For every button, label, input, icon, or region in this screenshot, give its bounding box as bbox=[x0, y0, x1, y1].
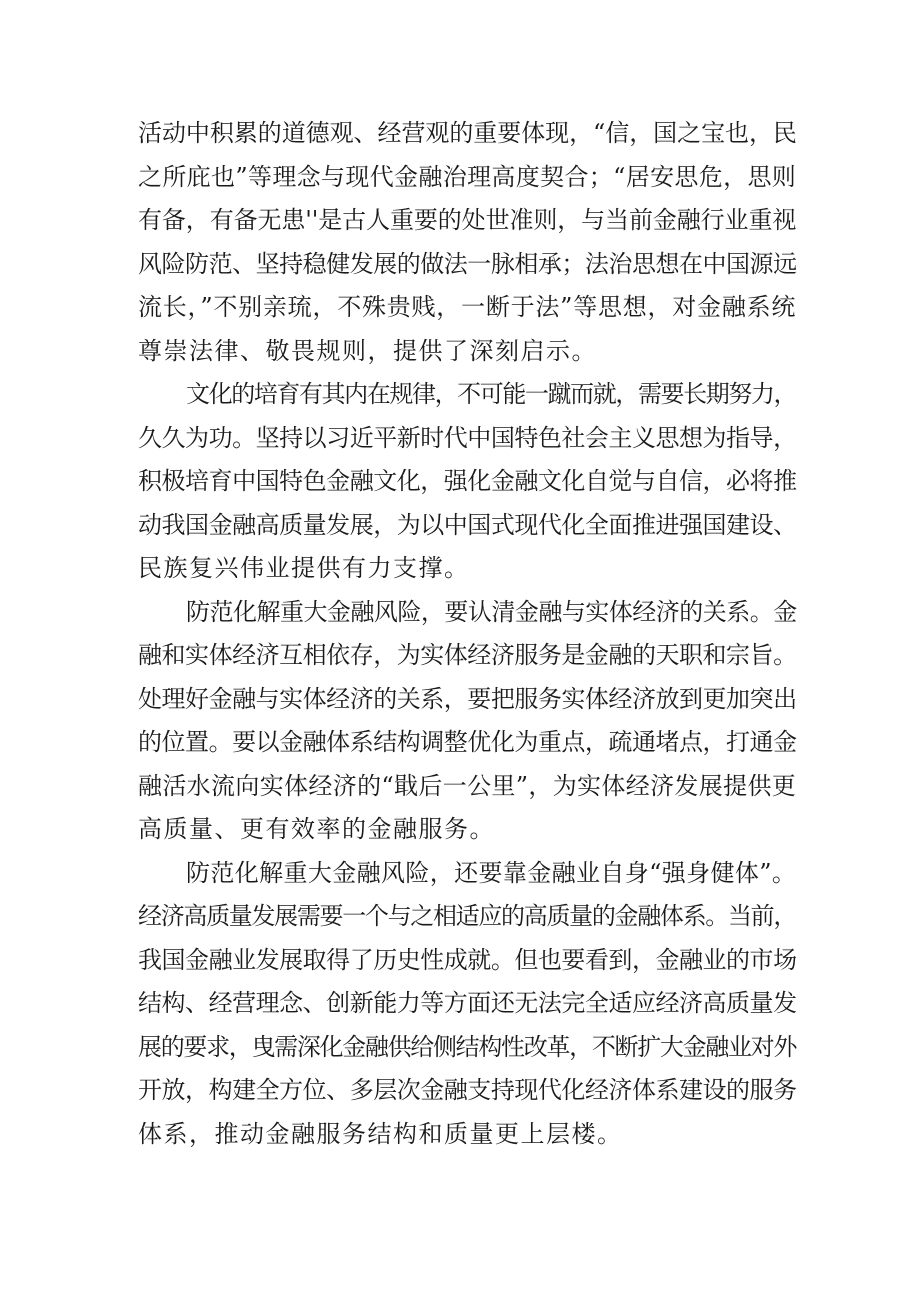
text-line: 高质量、更有效率的金融服务。 bbox=[138, 815, 495, 843]
text-line: 处理好金融与实体经济的关系，要把服务实体经济放到更加突出 bbox=[138, 684, 797, 713]
text-line: 积极培育中国特色金融文化，强化金融文化自觉与自信，必将推 bbox=[138, 467, 797, 495]
text-line: 融和实体经济互相依存，为实体经济服务是金融的天职和宗旨。 bbox=[138, 641, 797, 669]
text-line: 有备，有备无患''是古人重要的处世准则，与当前金融行业重视 bbox=[138, 206, 797, 234]
text-line: 我国金融业发展取得了历史性成就。但也要看到，金融业的市场 bbox=[138, 945, 797, 974]
document-body-text bbox=[138, 112, 798, 1156]
paragraph-first-line: 防范化解重大金融风险，还要靠金融业自身“强身健体”。 bbox=[186, 858, 797, 887]
text-line: 的位置。要以金融体系结构调整优化为重点，疏通堵点，打通金 bbox=[138, 728, 797, 756]
text-line: 流长，”不别亲琉，不殊贵贱，一断于法”等思想，对金融系统 bbox=[138, 293, 797, 321]
paragraph-first-line: 文化的培育有其内在规律，不可能一蹴而就，需要长期努力， bbox=[186, 380, 797, 408]
text-line: 民族复兴伟业提供有力支撑。 bbox=[138, 554, 470, 582]
text-line: 融活水流向实体经济的“戢后一公里”，为实体经济发展提供更 bbox=[138, 771, 797, 800]
text-line: 动我国金融高质量发展，为以中国式现代化全面推进强国建设、 bbox=[138, 510, 797, 539]
text-line: 风险防范、坚持稳健发展的做法一脉相承；法治思想在中国源远 bbox=[138, 249, 797, 278]
text-line: 体系，推动金融服务结构和质量更上层楼。 bbox=[138, 1119, 623, 1148]
text-line: 结构、经营理念、创新能力等方面还无法完全适应经济高质量发 bbox=[138, 989, 797, 1017]
text-line: 久久为功。坚持以习近平新时代中国特色社会主义思想为指导， bbox=[138, 423, 797, 452]
text-line: 尊崇法律、敬畏规则，提供了深刻启示。 bbox=[138, 336, 597, 365]
text-line: 经济高质量发展需要一个与之相适应的高质量的金融体系。当前， bbox=[138, 902, 797, 930]
text-line: 之所庇也”等理念与现代金融治理高度契合；“居安思危，思则 bbox=[138, 162, 797, 191]
text-line: 展的要求，曳需深化金融供给侧结构性改革，不断扩大金融业对外 bbox=[138, 1032, 797, 1061]
paragraph-first-line: 防范化解重大金融风险，要认清金融与实体经济的关系。金 bbox=[186, 597, 797, 626]
text-line: 活动中积累的道德观、经营观的重要体现，“信，国之宝也，民 bbox=[138, 119, 797, 147]
text-line: 开放，构建全方位、多层次金融支持现代化经济体系建设的服务 bbox=[138, 1076, 797, 1104]
